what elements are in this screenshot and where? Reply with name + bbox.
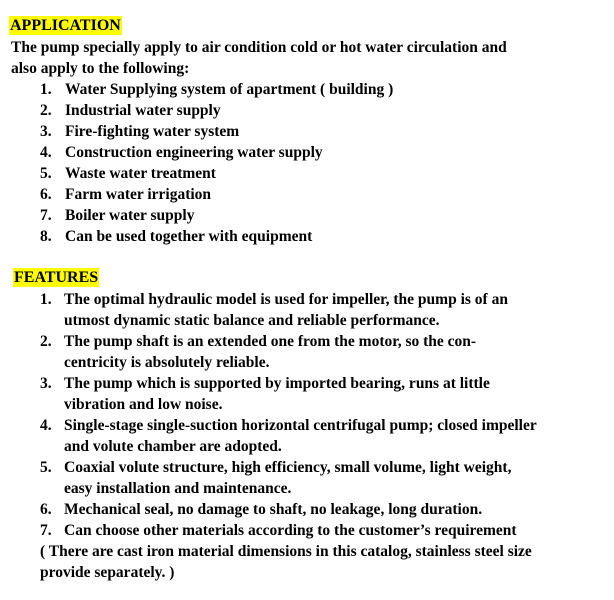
features-item-line (40, 499, 482, 520)
application-list-item (40, 163, 216, 184)
list-item-text: The pump which is supported by imported bearing, runs at little (64, 375, 490, 392)
application-list-item (40, 121, 239, 142)
list-number: 6. (40, 186, 52, 203)
list-number: 1. (40, 291, 52, 308)
list-item-text: Waste water treatment (65, 165, 216, 182)
list-number: 3. (40, 375, 52, 392)
features-item-line (40, 415, 537, 436)
features-item-continuation: utmost dynamic static balance and reliable performance. (64, 312, 440, 329)
application-heading: APPLICATION (10, 17, 121, 34)
features-note-line-1: ( There are cast iron material dimensions in this catalog, stainless steel size (40, 543, 532, 560)
list-number: 8. (40, 228, 52, 245)
list-item-text: Farm water irrigation (65, 186, 212, 203)
features-item-continuation: vibration and low noise. (64, 396, 223, 413)
list-number: 7. (40, 522, 52, 539)
list-item-text: Water Supplying system of apartment ( building ) (65, 81, 394, 98)
application-list-item (40, 142, 323, 163)
application-list-item (40, 79, 393, 100)
list-item-text: Fire-fighting water system (65, 123, 240, 140)
list-item-text: Boiler water supply (65, 207, 195, 224)
list-item-text: Can choose other materials according to the customer’s requirement (64, 522, 517, 539)
features-heading: FEATURES (14, 269, 99, 286)
features-item-line (40, 289, 508, 310)
application-intro-line-2: also apply to the following: (11, 60, 190, 77)
features-item-line (40, 457, 511, 478)
list-item-text: Mechanical seal, no damage to shaft, no leakage, long duration. (64, 501, 483, 518)
features-item-line (40, 520, 517, 541)
list-number: 2. (40, 333, 52, 350)
list-number: 3. (40, 123, 52, 140)
list-item-text: Industrial water supply (65, 102, 221, 119)
list-number: 5. (40, 165, 52, 182)
list-number: 4. (40, 144, 52, 161)
list-item-text: Single-stage single-suction horizontal centrifugal pump; closed impeller (64, 417, 537, 434)
list-number: 5. (40, 459, 52, 476)
features-item-continuation: easy installation and maintenance. (64, 480, 292, 497)
application-list-item (40, 184, 211, 205)
list-item-text: The optimal hydraulic model is used for impeller, the pump is of an (64, 291, 508, 308)
list-item-text: The pump shaft is an extended one from the motor, so the con- (64, 333, 477, 350)
features-item-line (40, 331, 476, 352)
application-intro-line-1: The pump specially apply to air condition cold or hot water circulation and (11, 39, 507, 56)
list-number: 7. (40, 207, 52, 224)
application-list-item (40, 205, 194, 226)
features-item-continuation: and volute chamber are adopted. (64, 438, 282, 455)
list-item-text: Coaxial volute structure, high efficiency, small volume, light weight, (64, 459, 512, 476)
application-list-item (40, 226, 312, 247)
features-item-line (40, 373, 490, 394)
features-item-continuation: centricity is absolutely reliable. (64, 354, 270, 371)
list-item-text: Can be used together with equipment (65, 228, 313, 245)
list-number: 4. (40, 417, 52, 434)
list-item-text: Construction engineering water supply (65, 144, 323, 161)
features-note-line-2: provide separately. ) (40, 564, 175, 581)
application-list-item (40, 100, 221, 121)
list-number: 2. (40, 102, 52, 119)
list-number: 6. (40, 501, 52, 518)
list-number: 1. (40, 81, 52, 98)
